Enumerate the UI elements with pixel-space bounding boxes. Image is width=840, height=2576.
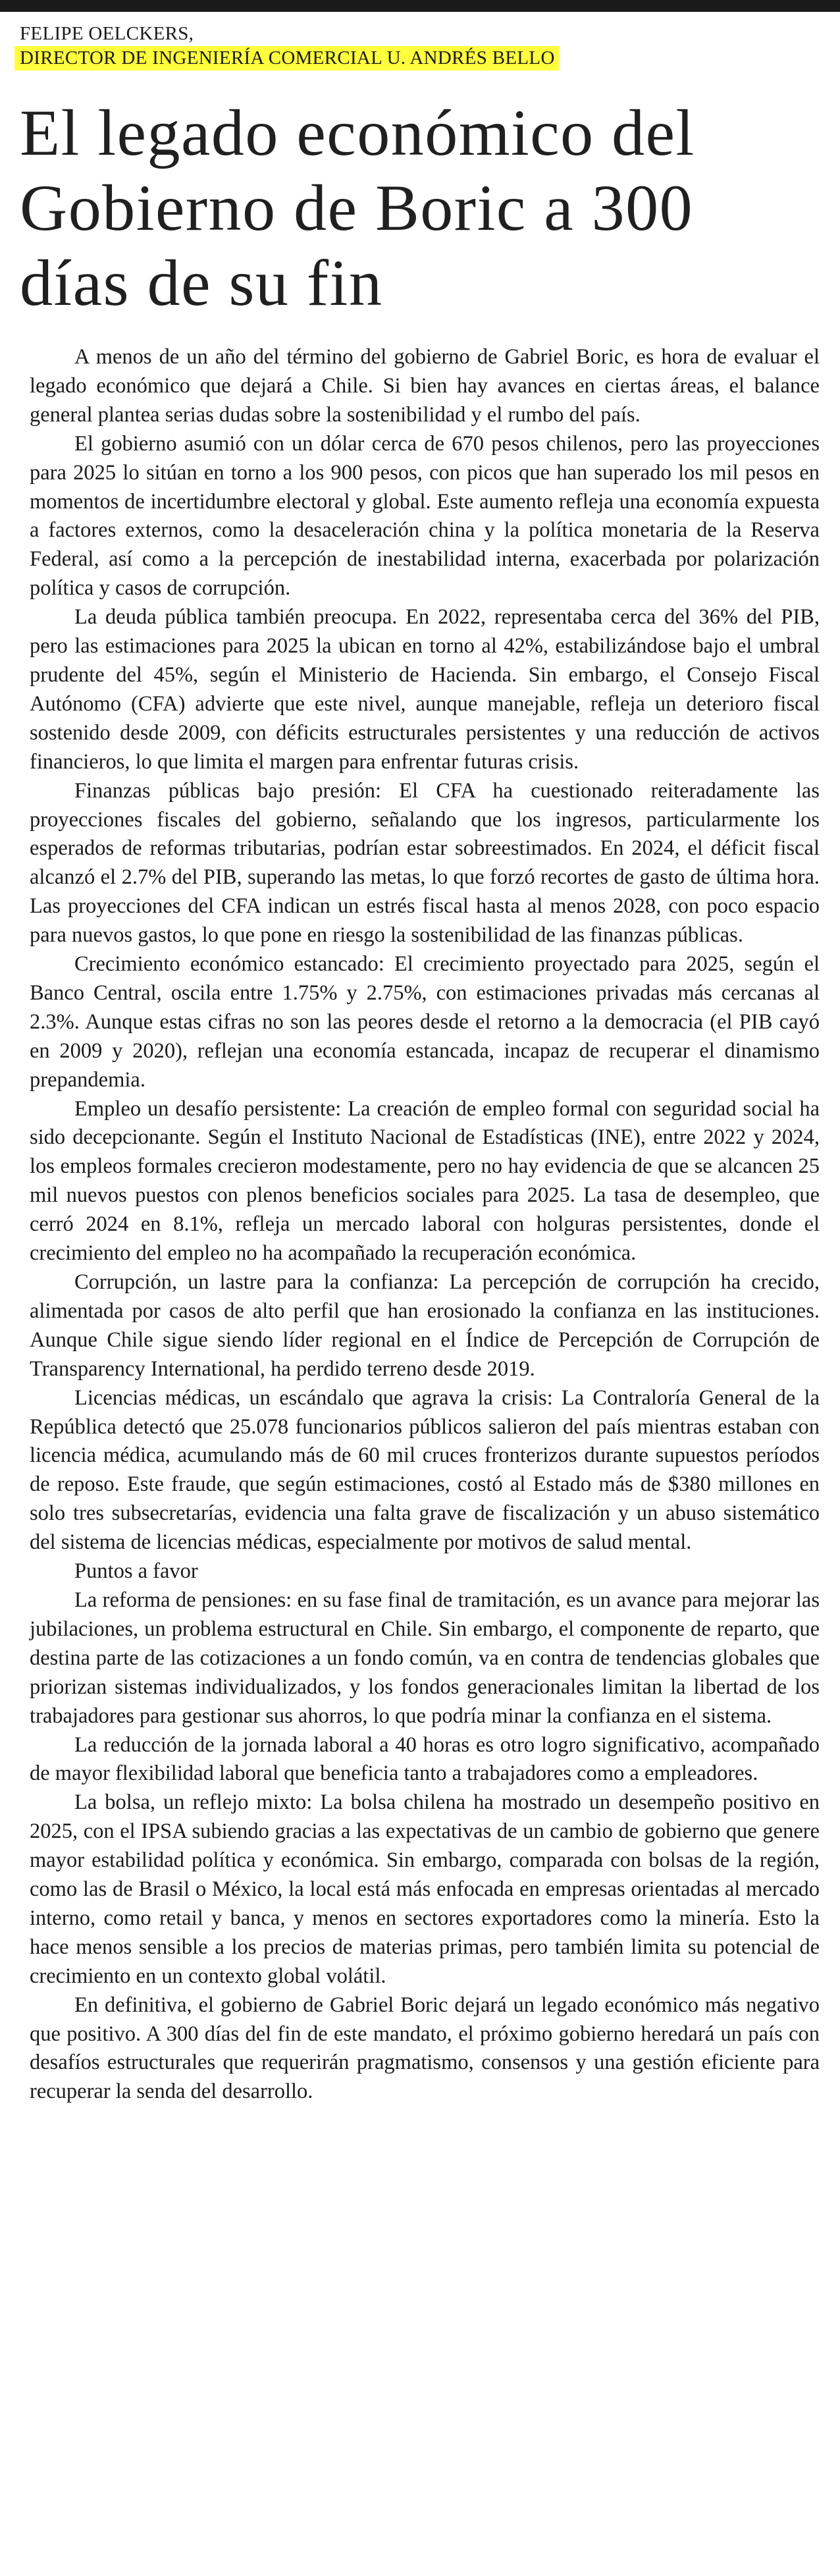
paragraph: En definitiva, el gobierno de Gabriel Boric dejará un legado económico más negativo que positivo. A 300 días del fin de este mandato, el próximo gobierno heredará un país con desafíos estructurales que requerirán pragmatismo, consensos y una gestión eficiente para recuperar la senda del desarrollo.	[30, 1993, 820, 2104]
paragraph: El gobierno asumió con un dólar cerca de 670 pesos chilenos, pero las proyecciones para 2025 lo sitúan en torno a los 900 pesos, con picos que han superado los mil pesos en momentos de incertidumbre electoral y global. Este aumento refleja una economía expuesta a factores externos, como la desaceleración china y la política monetaria de la Reserva Federal, así como a la percepción de inestabilidad interna, exacerbada por polarización política y casos de corrupción.	[30, 431, 820, 601]
masthead-bar	[0, 0, 840, 12]
paragraph: Finanzas públicas bajo presión: El CFA ha cuestionado reiteradamente las proyecciones fiscales del gobierno, señalando que los ingresos, particularmente los esperados de reformas tributarias, podrían estar sobreestimados. En 2024, el déficit fiscal alcanzó el 2.7% del PIB, superando las metas, lo que forzó recortes de gasto de última hora. Las proyecciones del CFA indican un estrés fiscal hasta al menos 2028, con poco espacio para nuevos gastos, lo que pone en riesgo la sostenibilidad de las finanzas públicas.	[30, 778, 820, 948]
author-role: DIRECTOR DE INGENIERÍA COMERCIAL U. ANDRÉS BELLO	[14, 46, 559, 70]
paragraph: La reforma de pensiones: en su fase final de tramitación, es un avance para mejorar las jubilaciones, un problema estructural en Chile. Sin embargo, el componente de reparto, que destina parte de las cotizaciones a un fondo común, va en contra de tendencias globales que priorizan sistemas individualizados, y los fondos generacionales limitan la libertad de los trabajadores para gestionar sus ahorros, lo que podría minar la confianza en el sistema.	[30, 1588, 820, 1728]
paragraph: Licencias médicas, un escándalo que agrava la crisis: La Contraloría General de la República detectó que 25.078 funcionarios públicos salieron del país mientras estaban con licencia médica, acumulando más de 60 mil cruces fronterizos durante supuestos períodos de reposo. Este fraude, que según estimaciones, costó al Estado más de $380 millones en solo tres subsecretarías, evidencia una falta grave de fiscalización y un abuso sistemático del sistema de licencias médicas, especialmente por motivos de salud mental.	[30, 1385, 820, 1555]
paragraph: Empleo un desafío persistente: La creación de empleo formal con seguridad social ha sido decepcionante. Según el Instituto Nacional de Estadísticas (INE), entre 2022 y 2024, los empleos formales crecieron modestamente, pero no hay evidencia de que se alcancen 25 mil nuevos puestos con plenos beneficios sociales para 2025. La tasa de desempleo, que cerró 2024 en 8.1%, refleja un mercado laboral con holguras persistentes, donde el crecimiento del empleo no ha acompañado la recuperación económica.	[30, 1096, 820, 1266]
paragraph: La bolsa, un reflejo mixto: La bolsa chilena ha mostrado un desempeño positivo en 2025, con el IPSA subiendo gracias a las expectativas de un cambio de gobierno que genere mayor estabilidad política y económica. Sin embargo, comparada con bolsas de la región, como las de Brasil o México, la local está más enfocada en empresas orientadas al mercado interno, como retail y banca, y menos en sectores exportadores como la minería. Esto la hace menos sensible a los precios de materias primas, pero también limita su potencial de crecimiento en un contexto global volátil.	[30, 1790, 820, 1988]
paragraph: La deuda pública también preocupa. En 2022, representaba cerca del 36% del PIB, pero las estimaciones para 2025 la ubican en torno al 42%, estabilizándose bajo el umbral prudente del 45%, según el Ministerio de Hacienda. Sin embargo, el Consejo Fiscal Autónomo (CFA) advierte que este nivel, aunque manejable, refleja un deterioro fiscal sostenido desde 2009, con déficits estructurales persistentes y una reducción de activos financieros, lo que limita el margen para enfrentar futuras crisis.	[30, 605, 820, 774]
article-headline: El legado económico del Gobierno de Boric a 300 días de su fin	[20, 96, 695, 319]
paragraph: La reducción de la jornada laboral a 40 horas es otro logro significativo, acompañado de mayor flexibilidad laboral que beneficia tanto a trabajadores como a empleadores.	[30, 1732, 820, 1786]
section-heading: Puntos a favor	[74, 1559, 198, 1584]
paragraph: A menos de un año del término del gobierno de Gabriel Boric, es hora de evaluar el legado económico que dejará a Chile. Si bien hay avances en ciertas áreas, el balance general plantea serias dudas sobre la sostenibilidad y el rumbo del país.	[30, 345, 820, 427]
article-body	[30, 343, 820, 2106]
author-byline	[20, 22, 810, 70]
author-name: FELIPE OELCKERS,	[20, 23, 194, 44]
paragraph: Crecimiento económico estancado: El crecimiento proyectado para 2025, según el Banco Central, oscila entre 1.75% y 2.75%, con estimaciones privadas más cercanas al 2.3%. Aunque estas cifras no son las peores desde el retorno a la democracia (el PIB cayó en 2009 y 2020), reflejan una economía estancada, incapaz de recuperar el dinamismo prepandemia.	[30, 952, 820, 1092]
paragraph: Corrupción, un lastre para la confianza: La percepción de corrupción ha crecido, alimentada por casos de alto perfil que han erosionado la confianza en las instituciones. Aunque Chile sigue siendo líder regional en el Índice de Percepción de Corrupción de Transparency International, ha perdido terreno desde 2019.	[30, 1270, 820, 1381]
